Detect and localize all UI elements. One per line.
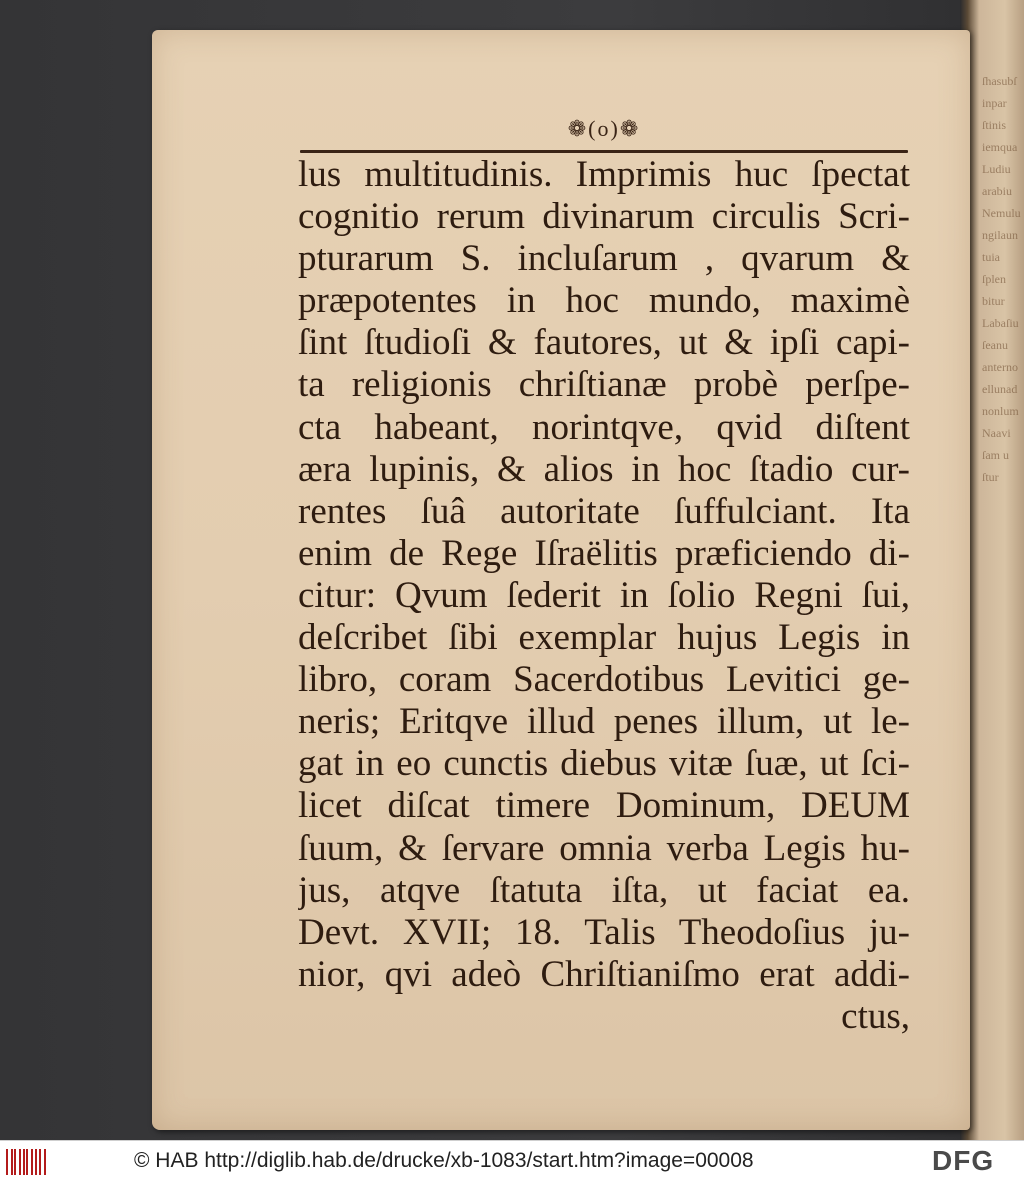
text-line: gat in eo cunctis diebus vitæ ſuæ, ut ſci-	[298, 743, 910, 785]
footer-citation: © HAB http://diglib.hab.de/drucke/xb-1083/start.htm?image=00008	[134, 1149, 754, 1172]
hab-logo-bar	[23, 1149, 25, 1175]
text-line: enim de Rege Iſraëlitis præficiendo di-	[298, 532, 910, 574]
hab-logo-bar	[26, 1149, 28, 1175]
text-line: ſuum, & ſervare omnia verba Legis hu-	[298, 827, 910, 869]
text-line: ſint ſtudioſi & fautores, ut & ipſi capi-	[298, 322, 910, 364]
hab-logo-bar	[44, 1149, 46, 1175]
hab-logo-bar	[19, 1149, 21, 1175]
hab-logo-bar	[39, 1149, 41, 1175]
catchword: ctus,	[841, 995, 910, 1037]
hab-logo-bar	[14, 1149, 16, 1175]
text-line: citur: Qvum ſederit in ſolio Regni ſui,	[298, 574, 910, 616]
hab-logo-bar	[35, 1149, 37, 1175]
hab-barcode-logo	[6, 1147, 48, 1177]
viewer-footer	[0, 1140, 1024, 1183]
dfg-logo: DFG	[932, 1145, 995, 1176]
text-line: cognitio rerum divinarum circulis Scri-	[298, 196, 910, 238]
text-line: æra lupinis, & alios in hoc ſtadio cur-	[298, 448, 910, 490]
text-line: pturarum S. incluſarum , qvarum &	[298, 238, 910, 280]
text-line: præpotentes in hoc mundo, maximè	[298, 280, 910, 322]
hab-logo-bar	[6, 1149, 8, 1175]
adjacent-page-text: ſhasubſ inpar ſtinis iemqua Ludiu arabiu Nemulu ngilaun tuia ſplen bitur Labaſiu ſeanu anterno ellunad nonlum Naavi ſam u ſtur	[982, 74, 1021, 484]
hab-logo-bar	[31, 1149, 33, 1175]
hab-logo-bar	[11, 1149, 13, 1175]
page-header	[300, 110, 908, 150]
text-line: lus multitudinis. Imprimis huc ſpectat	[298, 154, 910, 195]
text-line: neris; Eritqve illud penes illum, ut le-	[298, 701, 910, 743]
text-line: rentes ſuâ autoritate ſuffulciant. Ita	[298, 490, 910, 532]
text-line: nior, qvi adeò Chriſtianiſmo erat addi-	[298, 953, 910, 995]
text-line: deſcribet ſibi exemplar hujus Legis in	[298, 617, 910, 659]
text-line: Devt. XVII; 18. Talis Theodoſius ju-	[298, 911, 910, 953]
text-line: libro, coram Sacerdotibus Levitici ge-	[298, 659, 910, 701]
header-rule	[300, 150, 908, 153]
text-line: cta habeant, norintqve, qvid diſtent	[298, 406, 910, 448]
text-line: jus, atqve ſtatuta iſta, ut faciat ea.	[298, 869, 910, 911]
text-line: ta religionis chriſtianæ probè perſpe-	[298, 364, 910, 406]
header-ornament: ❁(o)❁	[567, 116, 641, 141]
page-body-text	[298, 154, 910, 1038]
text-line: licet diſcat timere Dominum, DEUM	[298, 785, 910, 827]
